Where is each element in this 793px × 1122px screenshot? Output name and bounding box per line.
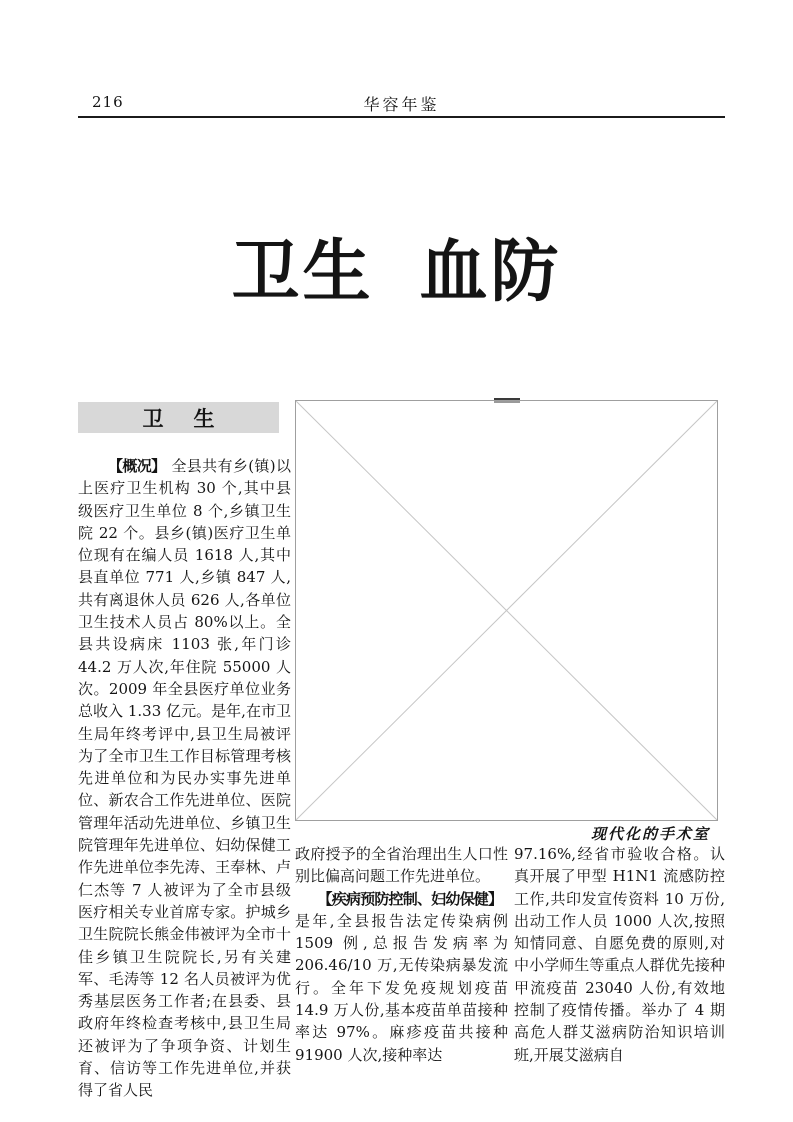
image-placeholder-cross-icon bbox=[296, 401, 717, 820]
chapter-title-part2: 血防 bbox=[419, 232, 562, 312]
section-header-weisheng bbox=[78, 402, 279, 433]
paragraph-overview bbox=[78, 455, 291, 1102]
figure-placeholder bbox=[295, 400, 718, 821]
page-number: 216 bbox=[92, 93, 124, 111]
paragraph-disease-prevention-text: 是年,全县报告法定传染病例 1509 例,总报告发病率为 206.46/10 万,无传染病暴发流行。全年下发免疫规划疫苗 14.9 万人份,基本疫苗单苗接种率达 97%。麻疹疫苗共接种 91900 人次,接种率达 bbox=[295, 911, 508, 1064]
entry-head-overview: 【概况】 bbox=[108, 457, 166, 475]
paragraph-overview-text: 全县共有乡(镇)以上医疗卫生机构 30 个,其中县级医疗卫生单位 8 个,乡镇卫生院 22 个。县乡(镇)医疗卫生单位现有在编人员 1618 人,其中县直单位 771 人,乡镇 847 人,共有离退休人员 626 人,各单位卫生技术人员占 80%以上。全县共设病床 1103 张,年门诊 44.2 万人次,年住院 55000 人次。2009 年全县医疗单位业务总收入 1.33 亿元。是年,在市卫生局年终考评中,县卫生局被评为了全市卫生工作目标管理考核先进单位和为民办实事先进单位、新农合工作先进单位、医院管理年活动先进单位、乡镇卫生院管理年先进单位、妇幼保健工作先进单位李先涛、王奉林、卢仁杰等 7 人被评为了全市县级医疗相关专业首席专家。护城乡卫生院院长熊金伟被评为全市十佳乡镇卫生院院长,另有关建军、毛涛等 12 名人员被评为优秀基层医务工作者;在县委、县政府年终检查考核中,县卫生局还被评为了争项争资、计划生育、信访等工作先进单位,并获得了省人民 bbox=[78, 457, 291, 1100]
figure-caption: 现代化的手术室 bbox=[590, 825, 710, 843]
paragraph-continuation-right: 97.16%,经省市验收合格。认真开展了甲型 H1N1 流感防控工作,共印发宣传资料 10 万份,出动工作人员 1000 人次,按照知情同意、自愿免费的原则,对中小学师生等重点人群优先接种甲流疫苗 23040 人份,有效地控制了疫情传播。举办了 4 期高危人群艾滋病防治知识培训班,开展艾滋病自 bbox=[514, 845, 725, 1064]
section-header-char2: 生 bbox=[193, 405, 215, 431]
header-rule bbox=[78, 116, 725, 118]
left-column bbox=[78, 455, 291, 1102]
paragraph-disease-prevention bbox=[295, 888, 508, 1066]
entry-head-disease-prevention: 【疾病预防控制、妇幼保健】 bbox=[317, 889, 502, 908]
chapter-title bbox=[0, 230, 793, 315]
chapter-title-part1: 卫生 bbox=[231, 232, 374, 312]
paragraph-continuation-middle: 政府授予的全省治理出生人口性别比偏高问题工作先进单位。 bbox=[295, 845, 508, 886]
middle-column bbox=[295, 843, 508, 1066]
running-head: 华容年鉴 bbox=[363, 95, 440, 114]
right-column bbox=[514, 843, 725, 1066]
section-header-char1: 卫 bbox=[142, 405, 164, 431]
